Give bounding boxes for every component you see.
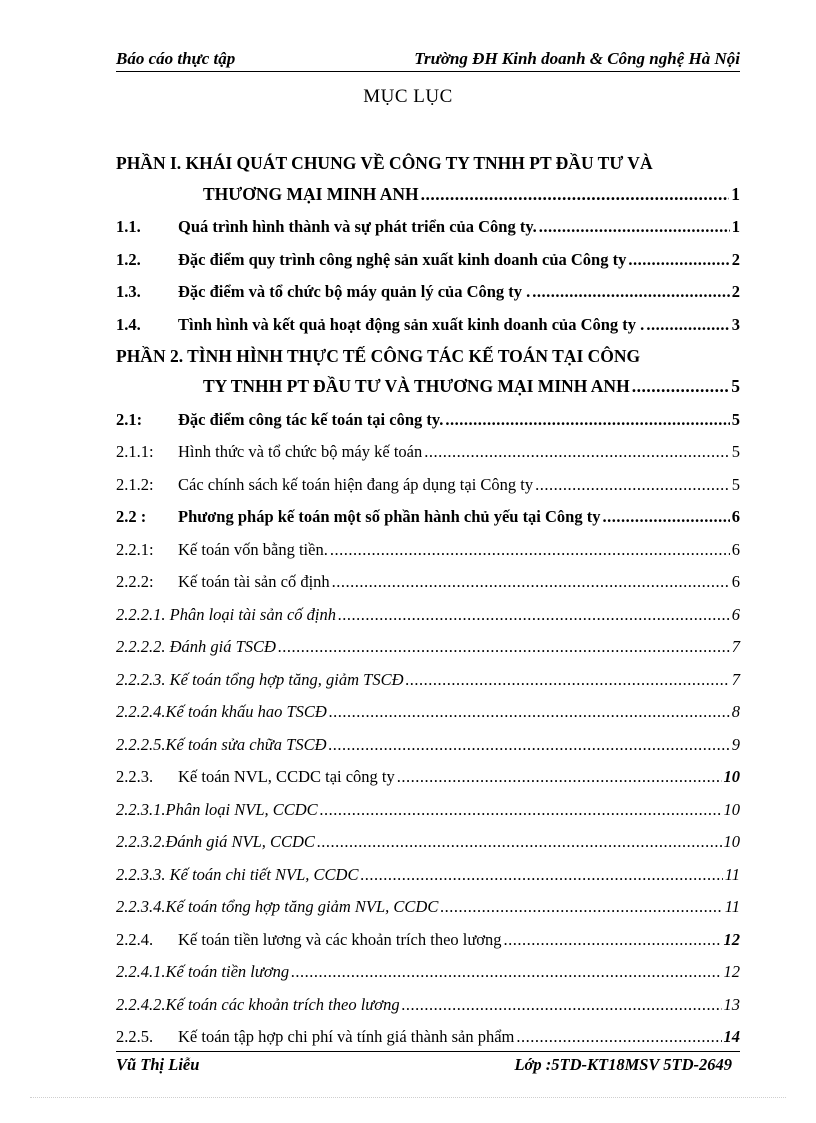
toc-entry[interactable] <box>116 598 740 631</box>
toc-page-number: 3 <box>731 314 740 334</box>
toc-entry-number: 1.2. <box>116 249 141 269</box>
toc-entry-number: 2.2.5. <box>116 1027 154 1046</box>
toc-page-number: 12 <box>723 929 740 949</box>
toc-entry-title: TY TNHH PT ĐẦU TƯ VÀ THƯƠNG MẠI MINH ANH <box>203 376 630 396</box>
toc-entry-title: 2.2.2.1. Phân loại tài sản cố định <box>116 604 336 624</box>
header-university-label: Trường ĐH Kinh doanh & Công nghệ Hà Nội <box>414 49 740 68</box>
toc-leader-dots <box>317 832 722 852</box>
toc-entry-title: THƯƠNG MẠI MINH ANH <box>203 183 419 204</box>
toc-page-number: 6 <box>731 507 740 526</box>
toc-entry[interactable] <box>116 663 740 696</box>
toc-leader-dots <box>602 507 729 527</box>
toc-entry[interactable] <box>116 988 740 1021</box>
toc-page-number: 11 <box>724 897 740 916</box>
toc-entry-title: 2.2.2.2. Đánh giá TSCĐ <box>116 637 276 656</box>
toc-entry[interactable] <box>116 243 740 276</box>
toc-entry-number: 2.1.1: <box>116 442 154 461</box>
toc-entry[interactable] <box>116 826 740 859</box>
toc-entry-number: 2.2.1: <box>116 539 154 559</box>
toc-entry-title: 2.2.2.5.Kế toán sửa chữa TSCĐ <box>116 734 327 754</box>
toc-entry-title: 2.2.3.1.Phân loại NVL, CCDC <box>116 799 318 819</box>
toc-entry[interactable] <box>116 923 740 956</box>
toc-page-number: 7 <box>731 637 740 656</box>
toc-entry-title: Kế toán tập hợp chi phí và tính giá thành sản phẩm <box>178 1027 515 1046</box>
toc-entry-title: 2.2.4.1.Kế toán tiền lương <box>116 962 290 981</box>
toc-leader-dots <box>445 410 729 430</box>
table-of-contents <box>116 148 740 1053</box>
toc-page-number: 10 <box>723 832 740 851</box>
toc-page-number: 1 <box>731 183 740 204</box>
toc-entry-title: PHẦN 2. TÌNH HÌNH THỰC TẾ CÔNG TÁC KẾ TOÁN TẠI CÔNG <box>116 345 641 366</box>
toc-leader-dots <box>628 250 729 270</box>
toc-leader-dots <box>646 315 729 335</box>
toc-entry-title: 2.2.2.3. Kế toán tổng hợp tăng, giảm TSCĐ <box>116 669 404 689</box>
header-report-label: Báo cáo thực tập <box>116 49 236 68</box>
toc-entry-number: 2.2.2: <box>116 572 154 591</box>
toc-entry-number: 2.1: <box>116 409 143 429</box>
toc-page-number: 8 <box>731 702 740 721</box>
toc-page-number: 13 <box>723 994 740 1014</box>
toc-entry-number: 2.2.4. <box>116 929 154 949</box>
toc-entry-number: 1.3. <box>116 282 141 301</box>
toc-entry[interactable] <box>116 148 740 178</box>
toc-entry[interactable] <box>116 308 740 341</box>
toc-entry[interactable] <box>116 1021 740 1054</box>
toc-page-number: 12 <box>723 962 740 981</box>
toc-leader-dots <box>320 800 722 820</box>
toc-leader-dots <box>406 670 730 690</box>
toc-entry[interactable] <box>116 468 740 501</box>
toc-leader-dots <box>329 702 730 722</box>
toc-leader-dots <box>504 930 722 950</box>
toc-entry[interactable] <box>116 403 740 436</box>
toc-leader-dots <box>516 1027 721 1047</box>
toc-leader-dots <box>338 605 730 625</box>
page-title: MỤC LỤC <box>363 86 453 107</box>
toc-page-number: 1 <box>731 217 740 236</box>
toc-entry-title: 2.2.3.3. Kế toán chi tiết NVL, CCDC <box>116 864 359 884</box>
toc-leader-dots <box>421 184 730 205</box>
toc-entry-title: Phương pháp kế toán một số phần hành chủ yếu tại Công ty <box>178 507 601 526</box>
toc-leader-dots <box>402 995 722 1015</box>
toc-entry[interactable] <box>116 211 740 244</box>
toc-entry-number: 1.1. <box>116 217 141 236</box>
toc-entry[interactable] <box>116 793 740 826</box>
toc-page-number: 5 <box>731 409 740 429</box>
toc-entry-title: Đặc điểm và tổ chức bộ máy quản lý của Công ty . <box>178 282 531 301</box>
toc-entry-title: Kế toán tiền lương và các khoản trích theo lương <box>178 929 502 949</box>
page-header <box>116 47 740 72</box>
toc-leader-dots <box>440 897 722 917</box>
page-footer <box>116 1051 740 1078</box>
toc-entry[interactable] <box>116 696 740 729</box>
footer-class-info: Lớp :5TD-KT18MSV 5TD-2649 <box>514 1055 732 1074</box>
toc-leader-dots <box>330 540 730 560</box>
toc-entry[interactable] <box>116 501 740 534</box>
footer-author: Vũ Thị Liễu <box>116 1055 200 1074</box>
toc-leader-dots <box>532 282 729 302</box>
toc-entry[interactable] <box>116 371 740 404</box>
toc-leader-dots <box>397 767 722 787</box>
toc-page-number: 6 <box>731 572 740 591</box>
toc-leader-dots <box>360 865 722 885</box>
toc-entry-title: Đặc điểm công tác kế toán tại công ty. <box>178 409 444 429</box>
toc-leader-dots <box>424 442 730 462</box>
toc-entry-title: Đặc điểm quy trình công nghệ sản xuất kinh doanh của Công ty <box>178 249 627 269</box>
toc-leader-dots <box>632 376 730 397</box>
toc-entry[interactable] <box>116 533 740 566</box>
toc-entry[interactable] <box>116 891 740 924</box>
toc-page-number: 6 <box>731 604 740 624</box>
toc-page-number: 2 <box>731 249 740 269</box>
toc-leader-dots <box>332 572 730 592</box>
toc-entry[interactable] <box>116 276 740 309</box>
toc-entry-title: Kế toán tài sản cố định <box>178 572 330 591</box>
page-bottom-divider <box>30 1097 786 1098</box>
toc-entry-number: 2.2.3. <box>116 767 154 786</box>
toc-entry[interactable] <box>116 631 740 664</box>
toc-page-number: 10 <box>723 767 740 786</box>
toc-entry[interactable] <box>116 956 740 989</box>
toc-entry[interactable] <box>116 436 740 469</box>
toc-entry-title: Quá trình hình thành và sự phát triển của Công ty. <box>178 217 537 236</box>
toc-page-number: 2 <box>731 282 740 301</box>
toc-entry[interactable] <box>116 761 740 794</box>
toc-page-number: 10 <box>723 799 740 819</box>
toc-leader-dots <box>278 637 730 657</box>
toc-leader-dots <box>535 475 730 495</box>
toc-entry[interactable] <box>116 728 740 761</box>
toc-entry-number: 2.1.2: <box>116 474 154 494</box>
toc-entry-title: Các chính sách kế toán hiện đang áp dụng tại Công ty <box>178 474 534 494</box>
toc-entry-title: Kế toán NVL, CCDC tại công ty <box>178 767 395 786</box>
toc-leader-dots <box>291 962 721 982</box>
toc-entry-title: PHẦN I. KHÁI QUÁT CHUNG VỀ CÔNG TY TNHH PT ĐẦU TƯ VÀ <box>116 153 653 173</box>
toc-leader-dots <box>539 217 730 237</box>
toc-page-number: 5 <box>731 474 740 494</box>
toc-entry-title: Tình hình và kết quả hoạt động sản xuất kinh doanh của Công ty . <box>178 314 645 334</box>
toc-entry-number: 1.4. <box>116 314 141 334</box>
toc-page-number: 11 <box>724 864 740 884</box>
toc-entry-title: 2.2.3.2.Đánh giá NVL, CCDC <box>116 832 315 851</box>
toc-page-number: 9 <box>731 734 740 754</box>
toc-page-number: 6 <box>731 539 740 559</box>
toc-entry[interactable] <box>116 341 740 371</box>
toc-entry-title: 2.2.3.4.Kế toán tổng hợp tăng giảm NVL, CCDC <box>116 897 439 916</box>
toc-entry-title: Kế toán vốn bằng tiền. <box>178 539 328 559</box>
toc-entry-title: Hình thức và tổ chức bộ máy kế toán <box>178 442 423 461</box>
toc-entry-number: 2.2 : <box>116 507 147 526</box>
toc-entry-title: 2.2.2.4.Kế toán khấu hao TSCĐ <box>116 702 327 721</box>
toc-entry[interactable] <box>116 566 740 599</box>
toc-page-number: 7 <box>731 669 740 689</box>
toc-entry[interactable] <box>116 858 740 891</box>
toc-entry-title: 2.2.4.2.Kế toán các khoản trích theo lương <box>116 994 400 1014</box>
toc-page-number: 5 <box>731 376 740 396</box>
toc-page-number: 14 <box>723 1027 740 1046</box>
toc-page-number: 5 <box>731 442 740 461</box>
toc-leader-dots <box>329 735 730 755</box>
toc-entry[interactable] <box>116 178 740 211</box>
